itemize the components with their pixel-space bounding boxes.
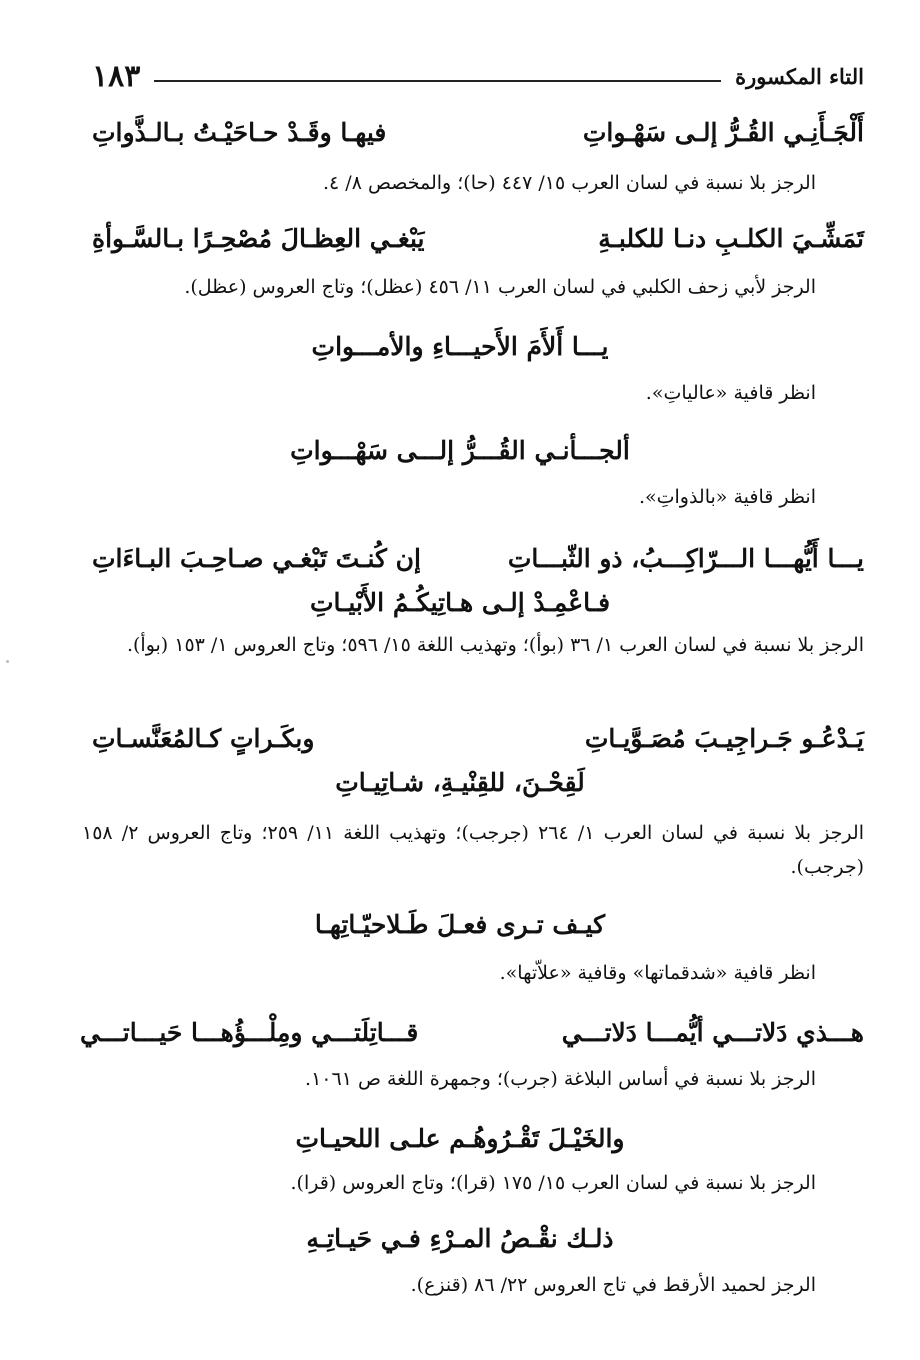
running-title: التاء المكسورة: [735, 63, 864, 89]
verse-line: [80, 1018, 864, 1047]
citation-note: الرجز بلا نسبة في لسان العرب ١/ ٣٦ (بوأ)؛ وتهذيب اللغة ١٥/ ٥٩٦؛ وتاج العروس ١/ ١٥٣ (بوأ).: [126, 634, 864, 656]
verse-hemistich-first: يَـدْعُـو جَـراجِيـبَ مُصَـوَّيـاتِ: [584, 724, 864, 753]
citation-note: انظر قافية «شدقماتها» وقافية «علاّتها».: [499, 962, 816, 984]
verse-hemistich-second: يَبْغـي العِظـالَ مُصْحِـرًا بـالسَّـوأةِ: [92, 224, 425, 253]
verse-line: [92, 224, 864, 253]
page-number: ١٨٣: [92, 58, 141, 94]
verse-hemistich-first: هـــذي دَلاتـــي أيُّمـــا دَلاتـــي: [561, 1018, 864, 1047]
citation-note: الرجز بلا نسبة في لسان العرب ١/ ٢٦٤ (جرجب)؛ وتهذيب اللغة ١١/ ٢٥٩؛ وتاج العروس ٢/ ١٥٨ (جرجب).: [82, 822, 864, 878]
citation-note: الرجز بلا نسبة في لسان العرب ١٥/ ٤٤٧ (حا)؛ والمخصص ٨/ ٤.: [322, 172, 816, 194]
verse-hemistich-first: تَمَشِّـيَ الكلـبِ دنـا للكلبـةِ: [598, 224, 864, 253]
citation-note: الرجز بلا نسبة في أساس البلاغة (جرب)؛ وجمهرة اللغة ص ١٠٦١.: [305, 1068, 816, 1090]
verse-line: [92, 544, 864, 573]
citation-note: الرجز لحميد الأرقط في تاج العروس ٢٢/ ٨٦ (قنزع).: [410, 1274, 816, 1296]
citation-note: انظر قافية «عالياتِ».: [645, 382, 816, 404]
citation-note: انظر قافية «بالذواتِ».: [638, 486, 816, 508]
header-rule: [154, 80, 721, 82]
verse-line-continuation: فـاعْمِـدْ إلـى هـاتِيكُـمُ الأَبْيـاتِ: [309, 588, 611, 617]
verse-line-single: كيـف تـرى فعـلَ طَـلاحيّـاتِهـا: [314, 910, 606, 939]
verse-hemistich-first: أَلْجَـأَنِـي القُـرُّ إلـى سَهْـواتِ: [582, 118, 864, 147]
verse-line-single: يـــا أَلأَمَ الأَحيـــاءِ والأمـــواتِ: [311, 332, 609, 361]
verse-hemistich-second: وبكَـراتٍ كـالمُعَنَّسـاتِ: [92, 724, 315, 753]
scan-speck: [6, 660, 9, 663]
verse-hemistich-second: إن كُنـتَ تَبْغـي صـاحِـبَ البـاءَاتِ: [92, 544, 421, 573]
citation-note: الرجز لأبي زحف الكلبي في لسان العرب ١١/ ٤٥٦ (عظل)؛ وتاج العروس (عظل).: [184, 276, 816, 298]
verse-hemistich-first: يـــا أَيُّهـــا الـــرّاكِـــبُ، ذو الثّبـــاتِ: [507, 544, 864, 573]
verse-hemistich-second: فيهـا وقَـدْ حـاحَيْـتُ بـالـذَّواتِ: [92, 118, 387, 147]
citation-note: الرجز بلا نسبة في لسان العرب ١٥/ ١٧٥ (قرا)؛ وتاج العروس (قرا).: [290, 1172, 816, 1194]
verse-line: [92, 724, 864, 753]
verse-hemistich-second: قـــاتِلَتـــي ومِلْـــؤُهـــا حَيـــاتـــي: [80, 1018, 419, 1047]
verse-line-single: ألجـــأنـي القُـــرُّ إلـــى سَهْـــواتِ: [290, 436, 630, 465]
verse-line-single: ذلـك نقْـصُ المـرْءِ فـي حَيـاتِـهِ: [306, 1224, 614, 1253]
page-header: [92, 56, 864, 96]
verse-line-continuation: لَقِحْـنَ، للقِنْيـةِ، شـاتِيـاتِ: [335, 768, 585, 797]
verse-line-single: والخَيْـلَ تَقْـرُوهُـم علـى اللحيـاتِ: [295, 1124, 625, 1153]
verse-line: [92, 118, 864, 147]
